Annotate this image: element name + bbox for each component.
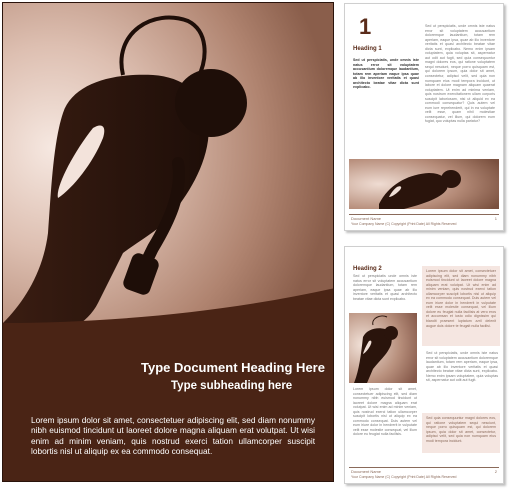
page-2-sidebar <box>422 266 500 346</box>
diver-photo <box>3 3 334 348</box>
page-2-sidebar-lower-text: Sed quia consequuntur magni dolores eos, qui ratione voluptatem sequi nesciunt, neque porro quisquam est, qui dolorem ipsum, quia dolor sit amet, consectetur, adipisci velit, sed quia non numquam eius modi tempora incidunt. <box>426 416 496 443</box>
page-2-left-text-lower: Lorem ipsum dolor sit amet, consectetuer adipiscing elit, sed diam nonummy nibh euismod tincidunt ut laoreet dolore magna aliquam erat volutpat. Ut wisi enim ad minim veniam, quis nostrud exerci tation ullamcorper suscipit lobortis nisl ut aliquip ex ea commodo consequat. Duis autem vel eum iriure dolor in hendrerit in vulputate velit esse molestie consequat, vel illum dolore eu feugiat nulla facilisis. <box>353 387 417 437</box>
cover-page <box>2 2 334 482</box>
footer-page-number: 2 <box>494 469 497 474</box>
footer-copyright: Your Company Name (C) Copyright (Print Date) All Rights Reserved <box>351 222 457 226</box>
footer-rule <box>349 214 499 215</box>
footer-document-name: Document Name <box>351 469 382 474</box>
page-2-diver-photo <box>349 313 417 383</box>
page-2-heading: Heading 2 <box>353 266 382 272</box>
footer-document-name: Document Name <box>351 216 382 221</box>
page-2-left-text: Sed ut perspiciatis unde omnis iste natus error sit voluptatem accusantium doloremque laudantium, totam rem aperiam, eaque ipsa quae ab illo inventore veritatis et quasi architecto beatae vitae dicta sunt explicabo. <box>353 274 417 301</box>
page-1-diver-banner <box>349 159 499 209</box>
cover-heading: Type Document Heading Here <box>141 360 325 375</box>
page-2-sidebar-text: Lorem ipsum dolor sit amet, consectetuer adipiscing elit, sed diam nonummy nibh euismod tincidunt ut laoreet dolore magna aliquam erat volutpat. Ut wisi enim ad minim veniam, quis nostrud exerci tation ullamcorper suscipit lobortis nisl ut aliquip ex ea commodo consequat. Duis autem vel eum iriure dolor in hendrerit in vulputate velit esse molestie consequat, vel illum dolore eu feugiat nulla facilisis at vero eros et accumsan et iusto odio dignissim qui blandit praesent luptatum zzril delenit augue duis dolore te feugait nulla facilisi. <box>426 269 496 328</box>
footer-rule <box>349 467 499 468</box>
footer-copyright: Your Company Name (C) Copyright (Print Date) All Rights Reserved <box>351 475 457 479</box>
cover-subheading: Type subheading here <box>171 380 293 392</box>
page-2-right-text: Sed ut perspiciatis, unde omnis iste natus error sit voluptatem accusantium doloremque laudantium, totam rem aperiam, eaque ipsa, quae ab illo inventore veritatis et quasi architecto beatae vitae dicta sunt, explicabo. Nemo enim ipsam voluptatem, quia voluptas sit, aspernatur aut odit aut fugit. <box>426 351 498 383</box>
page-2-sidebar-lower <box>422 413 500 453</box>
page-1-right-column <box>425 24 495 124</box>
page-1-right-text: Sed ut perspiciatis, unde omnis iste natus error sit voluptatem accusantium doloremque laudantium, totam rem aperiam, eaque ipsa, quae ab illo inventore veritatis et quasi architecto beatae vitae dicta sunt, explicabo. Nemo enim ipsam voluptatem, quia voluptas sit, aspernatur aut odit aut fugit, sed quia consequuntur magni dolores eos, qui ratione voluptatem sequi nesciunt, neque porro quisquam est, qui dolorem ipsum, quia dolor sit amet, consectetur, adipisci velit, sed quia non numquam eius modi tempora incidunt, ut labore et dolore magnam aliquam quaerat voluptatem. Ut enim ad minima veniam, quis nostrum exercitationem ullam corporis suscipit laboriosam, nisi ut aliquid ex ea commodi consequatur? Quis autem vel eum iure reprehenderit, qui in ea voluptate velit esse, quam nihil molestiae consequatur, vel illum, qui dolorem eum fugiat, quo voluptas nulla pariatur? <box>425 24 495 124</box>
page-1-lead-column <box>353 58 419 90</box>
page-number-large: 1 <box>359 14 372 39</box>
page-1-heading: Heading 1 <box>353 46 382 52</box>
page-2-left-column <box>353 274 417 301</box>
page-1-lead-text: Sed ut perspiciatis, unde omnis iste natus error sit voluptatem accusantium doloremque laudantium, totam rem aperiam eaque ipsa quae ab illo inventore veritatis et quasi architecto beatae vitae dicta sunt explicabo. <box>353 58 419 90</box>
cover-body-text: Lorem ipsum dolor sit amet, consectetuer adipiscing elit, sed diam nonummy nibh euismod tincidunt ut laoreet dolore magna aliquam erat volutpat. Ut wisi enim ad minim veniam, quis nostrud exerci tation ullamcorper suscipit lobortis nisl ut aliquip ex ea commodo consequat. <box>31 415 315 456</box>
page-1-thumbnail <box>344 3 504 231</box>
page-2-left-column-lower <box>353 387 417 437</box>
page-2-right-column <box>426 351 498 383</box>
page-2-thumbnail <box>344 246 504 484</box>
footer-page-number: 1 <box>494 216 497 221</box>
